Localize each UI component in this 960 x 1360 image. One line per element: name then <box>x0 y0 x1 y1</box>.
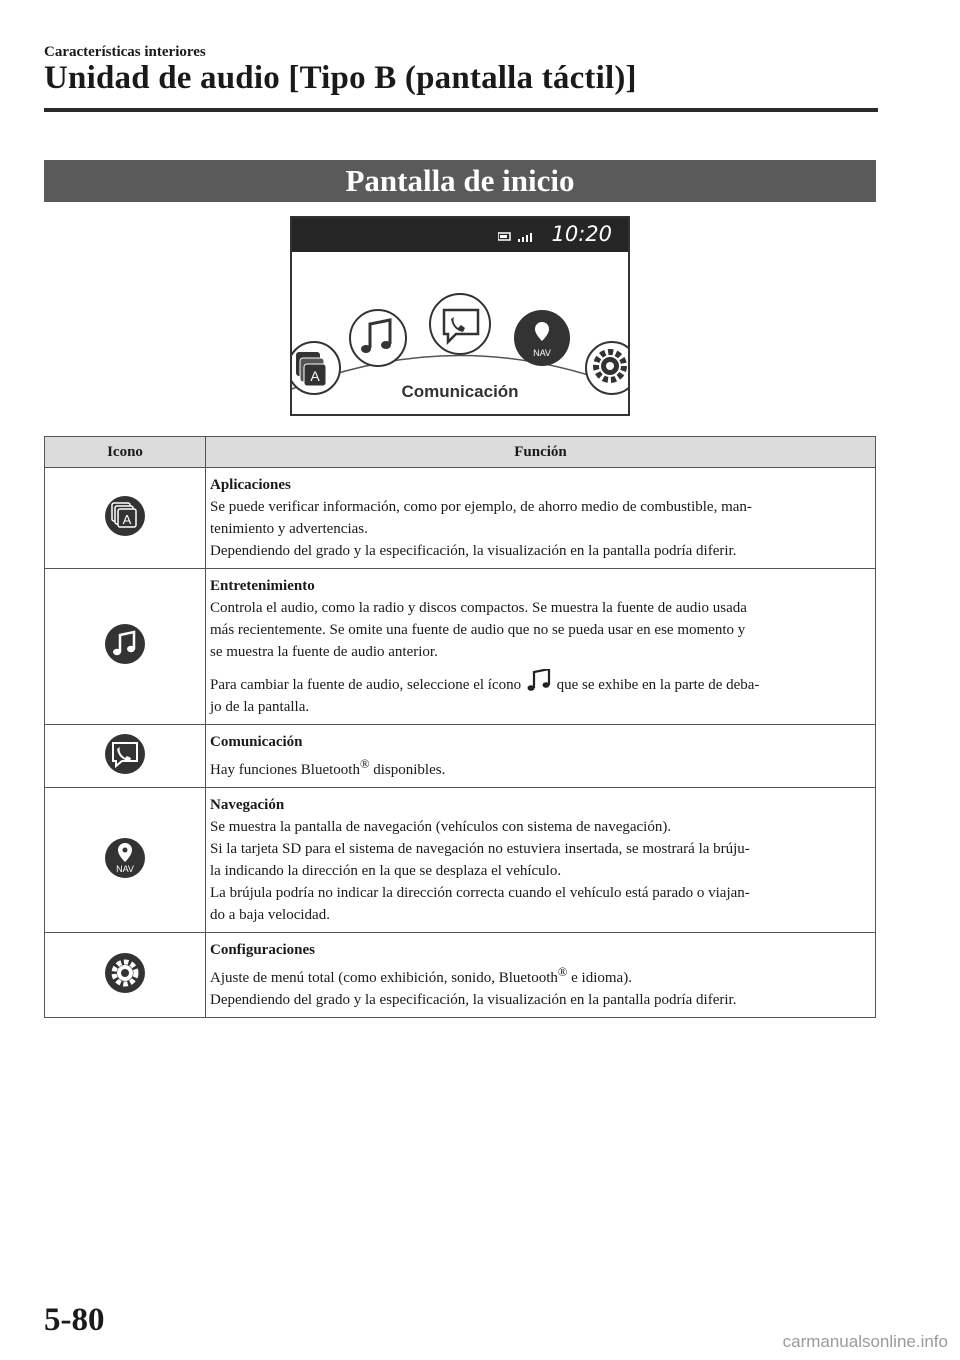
header-icono: Icono <box>45 437 206 468</box>
clock: 10:20 <box>551 222 612 246</box>
table-row: Entretenimiento Controla el audio, como la radio y discos compactos. Se muestra la fuente de audio usada más recientemente. Se omite una fuente de audio que no se pueda usar en ese momento y se muestra la fuente de audio anterior. Para cambiar la fuente de audio, seleccione el ícono que se exhibe en la parte de deba- jo de la pantalla. <box>45 569 876 725</box>
applications-icon <box>104 495 146 537</box>
table-row: Comunicación Hay funciones Bluetooth® disponibles. <box>45 725 876 788</box>
home-communication-icon <box>430 294 490 354</box>
header-funcion: Función <box>206 437 876 468</box>
row-title: Comunicación <box>210 734 303 750</box>
music-note-icon <box>104 623 146 665</box>
svg-text:NAV: NAV <box>533 348 551 358</box>
home-screen-illustration <box>290 216 630 416</box>
table-row: NAV Navegación Se muestra la pantalla de navegación (vehículos con sistema de navegación). Si la tarjeta SD para el sistema de navegación no estuviera insertada, se mostrará la brúju- la indicando la dirección en la que se desplaza el vehículo. La brújula podría no indicar la dirección correcta cuando el vehículo está parado o viajan- do a baja velocidad. <box>45 788 876 933</box>
watermark: carmanualsonline.info <box>782 1332 948 1351</box>
row-title: Entretenimiento <box>210 578 315 594</box>
title-underline <box>44 108 878 112</box>
phone-message-icon <box>104 733 146 775</box>
page-number: 5-80 <box>44 1302 105 1338</box>
home-music-icon <box>350 310 406 366</box>
icon-function-table <box>44 436 876 1018</box>
inline-music-note-icon <box>525 669 553 691</box>
home-screen-label: Comunicación <box>401 382 519 401</box>
table-row: A Aplicaciones Se puede verificar información, como por ejemplo, de ahorro medio de combustible, man- tenimiento y advertencias. Dependiendo del grado y la especificación, la visualización en la pantalla podría diferir. <box>45 468 876 569</box>
svg-text:A: A <box>310 368 320 384</box>
navigation-icon <box>104 837 146 879</box>
home-navigation-icon <box>514 310 570 366</box>
table-row: Configuraciones Ajuste de menú total (como exhibición, sonido, Bluetooth® e idioma). Dependiendo del grado y la especificación, la visualización en la pantalla podría diferir. <box>45 933 876 1018</box>
chapter-title: Características interiores <box>44 44 206 60</box>
row-title: Navegación <box>210 797 285 813</box>
settings-gear-icon <box>104 952 146 994</box>
table-header-row <box>45 437 876 468</box>
section-banner: Pantalla de inicio <box>44 160 876 202</box>
row-title: Aplicaciones <box>210 477 291 493</box>
row-title: Configuraciones <box>210 942 315 958</box>
svg-text:A: A <box>122 511 132 527</box>
page-title: Unidad de audio [Tipo B (pantalla táctil)] <box>44 60 637 96</box>
svg-text:NAV: NAV <box>116 863 134 874</box>
